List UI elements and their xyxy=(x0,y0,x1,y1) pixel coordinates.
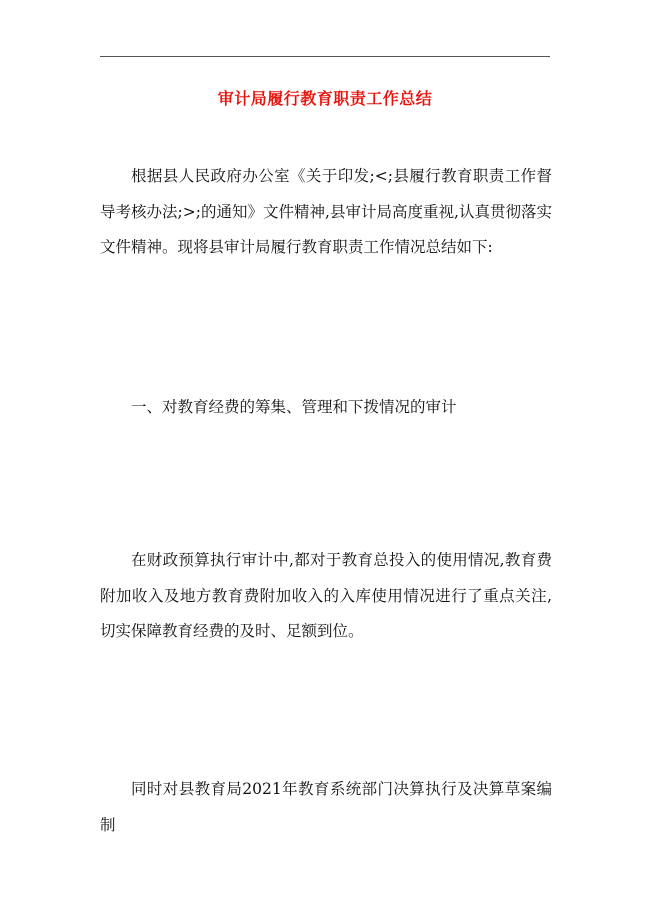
paragraph-intro: 根据县人民政府办公室《关于印发;<;县履行教育职责工作督导考核办法;>;的通知》文件精神,县审计局高度重视,认真贯彻落实文件精神。现将县审计局履行教育职责工作情况总结如下: xyxy=(100,167,552,256)
document-title: 审计局履行教育职责工作总结 xyxy=(217,89,433,108)
paragraph-final-accounts: 同时对县教育局2021年教育系统部门决算执行及决算草案编制 xyxy=(100,780,552,834)
paragraph-budget-audit: 在财政预算执行审计中,都对于教育总投入的使用情况,教育费附加收入及地方教育费附加收入的入库使用情况进行了重点关注,切实保障教育经费的及时、足额到位。 xyxy=(100,551,552,640)
section-heading-1: 一、对教育经费的筹集、管理和下拨情况的审计 xyxy=(131,398,457,416)
header-rule xyxy=(100,56,550,57)
